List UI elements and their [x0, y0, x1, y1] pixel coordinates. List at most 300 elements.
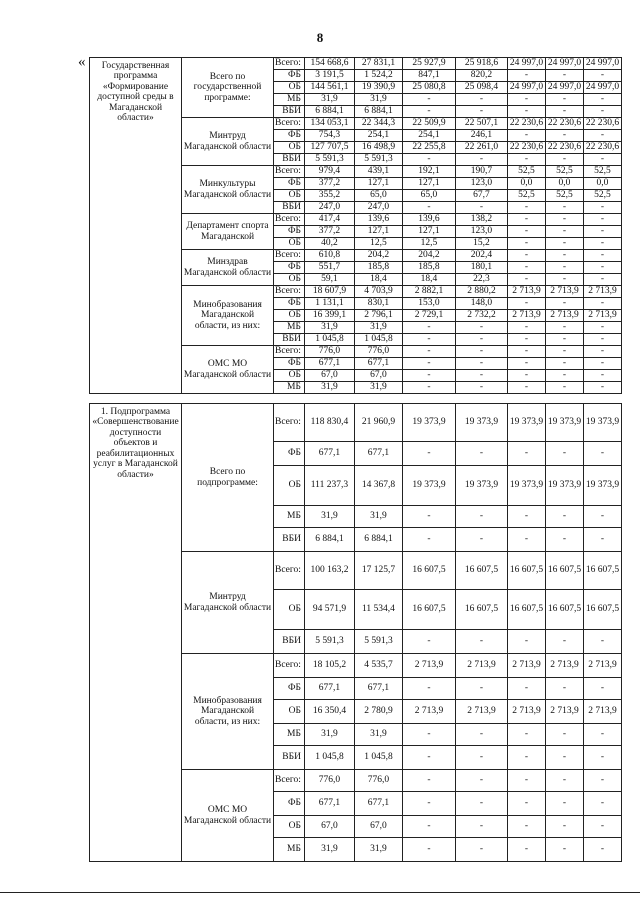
- amount-cell: -: [402, 370, 455, 382]
- amount-cell: -: [545, 298, 583, 310]
- amount-cell: 24 997,0: [583, 58, 621, 70]
- amount-cell: -: [545, 816, 583, 838]
- amount-cell: 754,3: [304, 130, 354, 142]
- amount-cell: 127 707,5: [304, 142, 354, 154]
- amount-cell: 22,3: [455, 274, 507, 286]
- amount-cell: 2 713,9: [455, 654, 507, 678]
- amount-cell: -: [402, 724, 455, 746]
- amount-cell: 830,1: [354, 298, 402, 310]
- amount-cell: 22 230,6: [583, 142, 621, 154]
- amount-cell: -: [507, 506, 545, 528]
- amount-cell: -: [455, 442, 507, 466]
- funding-source: МБ: [274, 322, 305, 334]
- amount-cell: 16 607,5: [455, 590, 507, 630]
- amount-cell: -: [507, 238, 545, 250]
- amount-cell: 1 045,8: [304, 746, 354, 770]
- amount-cell: -: [507, 262, 545, 274]
- funding-source: Всего:: [274, 118, 305, 130]
- amount-cell: -: [545, 262, 583, 274]
- executor-name: Минтруд Магаданской области: [182, 552, 274, 654]
- amount-cell: 52,5: [545, 190, 583, 202]
- amount-cell: 19 373,9: [402, 466, 455, 506]
- amount-cell: 185,8: [354, 262, 402, 274]
- amount-cell: 25 080,8: [402, 82, 455, 94]
- amount-cell: 5 591,3: [304, 630, 354, 654]
- amount-cell: 677,1: [354, 792, 402, 816]
- amount-cell: 52,5: [583, 166, 621, 178]
- amount-cell: 254,1: [402, 130, 455, 142]
- funding-source: ВБИ: [274, 202, 305, 214]
- executor-name: Минкультуры Магаданской области: [182, 166, 274, 214]
- amount-cell: 247,0: [304, 202, 354, 214]
- amount-cell: 19 373,9: [545, 466, 583, 506]
- amount-cell: -: [402, 382, 455, 394]
- amount-cell: 180,1: [455, 262, 507, 274]
- funding-source: МБ: [274, 94, 305, 106]
- amount-cell: -: [545, 382, 583, 394]
- amount-cell: 52,5: [507, 166, 545, 178]
- open-quote: «: [78, 54, 86, 70]
- amount-cell: 16 607,5: [507, 552, 545, 590]
- amount-cell: 0,0: [545, 178, 583, 190]
- amount-cell: -: [545, 770, 583, 792]
- amount-cell: 19 373,9: [455, 404, 507, 442]
- table-row: [90, 404, 622, 442]
- amount-cell: 2 713,9: [455, 700, 507, 724]
- amount-cell: -: [545, 792, 583, 816]
- amount-cell: 1 524,2: [354, 70, 402, 82]
- amount-cell: -: [545, 746, 583, 770]
- amount-cell: 2 713,9: [545, 654, 583, 678]
- amount-cell: 2 882,1: [402, 286, 455, 298]
- amount-cell: -: [583, 838, 621, 862]
- program-name: Государственная программа «Формирование доступной среды в Магаданской области»: [90, 58, 182, 394]
- amount-cell: -: [583, 816, 621, 838]
- amount-cell: 2 713,9: [507, 286, 545, 298]
- amount-cell: 18 105,2: [304, 654, 354, 678]
- amount-cell: -: [507, 724, 545, 746]
- amount-cell: 144 561,1: [304, 82, 354, 94]
- amount-cell: 22 261,0: [455, 142, 507, 154]
- amount-cell: 377,2: [304, 226, 354, 238]
- amount-cell: 6 884,1: [354, 106, 402, 118]
- amount-cell: 3 191,5: [304, 70, 354, 82]
- amount-cell: -: [507, 770, 545, 792]
- amount-cell: 204,2: [354, 250, 402, 262]
- amount-cell: 127,1: [402, 226, 455, 238]
- funding-source: Всего:: [274, 552, 305, 590]
- budget-table-subprogram: [89, 403, 622, 862]
- amount-cell: -: [455, 746, 507, 770]
- amount-cell: -: [507, 792, 545, 816]
- funding-source: ФБ: [274, 792, 305, 816]
- amount-cell: 14 367,8: [354, 466, 402, 506]
- page-number: 8: [316, 30, 324, 45]
- amount-cell: -: [545, 528, 583, 552]
- amount-cell: -: [583, 238, 621, 250]
- funding-source: Всего:: [274, 654, 305, 678]
- funding-source: ОБ: [274, 466, 305, 506]
- amount-cell: 677,1: [304, 792, 354, 816]
- amount-cell: -: [545, 70, 583, 82]
- amount-cell: 123,0: [455, 178, 507, 190]
- amount-cell: -: [583, 70, 621, 82]
- executor-name: Минобразования Магаданской области, из них:: [182, 654, 274, 770]
- amount-cell: -: [583, 106, 621, 118]
- amount-cell: 2 713,9: [583, 654, 621, 678]
- amount-cell: 2 713,9: [545, 700, 583, 724]
- funding-source: Всего:: [274, 404, 305, 442]
- funding-source: ОБ: [274, 590, 305, 630]
- amount-cell: -: [545, 214, 583, 226]
- amount-cell: 247,0: [354, 202, 402, 214]
- amount-cell: -: [507, 678, 545, 700]
- amount-cell: -: [455, 322, 507, 334]
- amount-cell: 153,0: [402, 298, 455, 310]
- amount-cell: -: [507, 346, 545, 358]
- amount-cell: -: [455, 816, 507, 838]
- amount-cell: 18,4: [402, 274, 455, 286]
- amount-cell: 67,0: [304, 370, 354, 382]
- amount-cell: -: [402, 528, 455, 552]
- funding-source: ОБ: [274, 370, 305, 382]
- funding-source: Всего:: [274, 286, 305, 298]
- amount-cell: 2 713,9: [545, 310, 583, 322]
- amount-cell: 31,9: [354, 506, 402, 528]
- funding-source: ФБ: [274, 130, 305, 142]
- funding-source: МБ: [274, 838, 305, 862]
- amount-cell: -: [402, 746, 455, 770]
- funding-source: ВБИ: [274, 528, 305, 552]
- amount-cell: 820,2: [455, 70, 507, 82]
- amount-cell: 67,0: [304, 816, 354, 838]
- amount-cell: 22 509,9: [402, 118, 455, 130]
- amount-cell: 27 831,1: [354, 58, 402, 70]
- amount-cell: 2 713,9: [545, 286, 583, 298]
- amount-cell: 52,5: [507, 190, 545, 202]
- amount-cell: -: [455, 678, 507, 700]
- amount-cell: 19 390,9: [354, 82, 402, 94]
- amount-cell: 610,8: [304, 250, 354, 262]
- amount-cell: 677,1: [304, 442, 354, 466]
- amount-cell: 31,9: [354, 838, 402, 862]
- funding-source: МБ: [274, 382, 305, 394]
- funding-source: ФБ: [274, 358, 305, 370]
- amount-cell: 25 098,4: [455, 82, 507, 94]
- amount-cell: 16 607,5: [402, 552, 455, 590]
- amount-cell: 2 732,2: [455, 310, 507, 322]
- amount-cell: 67,0: [354, 816, 402, 838]
- amount-cell: 204,2: [402, 250, 455, 262]
- table-row: [90, 58, 622, 70]
- amount-cell: 355,2: [304, 190, 354, 202]
- amount-cell: -: [455, 358, 507, 370]
- amount-cell: -: [583, 746, 621, 770]
- amount-cell: 22 255,8: [402, 142, 455, 154]
- amount-cell: -: [507, 130, 545, 142]
- amount-cell: -: [455, 792, 507, 816]
- amount-cell: 6 884,1: [304, 528, 354, 552]
- amount-cell: -: [583, 334, 621, 346]
- amount-cell: 18 607,9: [304, 286, 354, 298]
- amount-cell: 24 997,0: [545, 58, 583, 70]
- amount-cell: -: [583, 322, 621, 334]
- funding-source: ФБ: [274, 262, 305, 274]
- amount-cell: 6 884,1: [354, 528, 402, 552]
- amount-cell: 67,0: [354, 370, 402, 382]
- amount-cell: -: [507, 442, 545, 466]
- funding-source: Всего:: [274, 770, 305, 792]
- amount-cell: 677,1: [354, 442, 402, 466]
- amount-cell: -: [507, 226, 545, 238]
- amount-cell: 12,5: [354, 238, 402, 250]
- amount-cell: -: [583, 678, 621, 700]
- amount-cell: 0,0: [583, 178, 621, 190]
- amount-cell: 2 713,9: [583, 286, 621, 298]
- amount-cell: 22 230,6: [583, 118, 621, 130]
- amount-cell: 5 591,3: [304, 154, 354, 166]
- amount-cell: -: [455, 770, 507, 792]
- amount-cell: -: [583, 130, 621, 142]
- amount-cell: 1 045,8: [304, 334, 354, 346]
- amount-cell: 25 918,6: [455, 58, 507, 70]
- amount-cell: 15,2: [455, 238, 507, 250]
- amount-cell: -: [507, 630, 545, 654]
- funding-source: ФБ: [274, 442, 305, 466]
- amount-cell: 40,2: [304, 238, 354, 250]
- amount-cell: -: [402, 442, 455, 466]
- amount-cell: 21 960,9: [354, 404, 402, 442]
- amount-cell: -: [402, 346, 455, 358]
- amount-cell: 65,0: [402, 190, 455, 202]
- amount-cell: -: [507, 370, 545, 382]
- amount-cell: -: [402, 770, 455, 792]
- funding-source: ОБ: [274, 816, 305, 838]
- amount-cell: -: [455, 382, 507, 394]
- amount-cell: 677,1: [354, 678, 402, 700]
- amount-cell: -: [455, 154, 507, 166]
- amount-cell: 2 713,9: [402, 654, 455, 678]
- amount-cell: 677,1: [354, 358, 402, 370]
- amount-cell: 677,1: [304, 358, 354, 370]
- amount-cell: 52,5: [583, 190, 621, 202]
- amount-cell: -: [545, 202, 583, 214]
- amount-cell: 776,0: [304, 770, 354, 792]
- amount-cell: 19 373,9: [455, 466, 507, 506]
- amount-cell: 190,7: [455, 166, 507, 178]
- amount-cell: 19 373,9: [545, 404, 583, 442]
- funding-source: ОБ: [274, 310, 305, 322]
- funding-source: Всего:: [274, 214, 305, 226]
- executor-name: Департамент спорта Магаданской: [182, 214, 274, 250]
- amount-cell: -: [583, 506, 621, 528]
- amount-cell: 24 997,0: [507, 58, 545, 70]
- amount-cell: 16 607,5: [455, 552, 507, 590]
- amount-cell: -: [402, 334, 455, 346]
- amount-cell: 111 237,3: [304, 466, 354, 506]
- amount-cell: 59,1: [304, 274, 354, 286]
- executor-name: Минздрав Магаданской области: [182, 250, 274, 286]
- amount-cell: -: [583, 202, 621, 214]
- amount-cell: -: [402, 322, 455, 334]
- amount-cell: -: [545, 678, 583, 700]
- bottom-rule: [0, 892, 640, 893]
- amount-cell: 31,9: [304, 838, 354, 862]
- amount-cell: 31,9: [354, 94, 402, 106]
- amount-cell: 2 713,9: [583, 700, 621, 724]
- amount-cell: -: [507, 202, 545, 214]
- amount-cell: -: [583, 792, 621, 816]
- amount-cell: 417,4: [304, 214, 354, 226]
- amount-cell: -: [545, 154, 583, 166]
- funding-source: ВБИ: [274, 630, 305, 654]
- amount-cell: -: [507, 154, 545, 166]
- amount-cell: -: [507, 322, 545, 334]
- amount-cell: 31,9: [304, 382, 354, 394]
- amount-cell: 19 373,9: [583, 466, 621, 506]
- amount-cell: -: [545, 370, 583, 382]
- amount-cell: -: [402, 154, 455, 166]
- amount-cell: -: [507, 94, 545, 106]
- amount-cell: -: [545, 630, 583, 654]
- amount-cell: 19 373,9: [583, 404, 621, 442]
- amount-cell: 52,5: [545, 166, 583, 178]
- amount-cell: -: [583, 250, 621, 262]
- amount-cell: -: [402, 94, 455, 106]
- amount-cell: -: [455, 630, 507, 654]
- amount-cell: 25 927,9: [402, 58, 455, 70]
- amount-cell: -: [507, 838, 545, 862]
- amount-cell: 31,9: [354, 382, 402, 394]
- amount-cell: 134 053,1: [304, 118, 354, 130]
- amount-cell: 22 230,6: [545, 142, 583, 154]
- amount-cell: 16 607,5: [545, 552, 583, 590]
- amount-cell: 139,6: [354, 214, 402, 226]
- amount-cell: 979,4: [304, 166, 354, 178]
- amount-cell: 5 591,3: [354, 630, 402, 654]
- amount-cell: 0,0: [507, 178, 545, 190]
- funding-source: ВБИ: [274, 154, 305, 166]
- amount-cell: 22 230,6: [507, 142, 545, 154]
- executor-name: Всего по подпрограмме:: [182, 404, 274, 552]
- amount-cell: 31,9: [304, 322, 354, 334]
- executor-name: Всего по государственной программе:: [182, 58, 274, 118]
- funding-source: Всего:: [274, 166, 305, 178]
- amount-cell: -: [455, 334, 507, 346]
- amount-cell: 776,0: [304, 346, 354, 358]
- amount-cell: -: [507, 816, 545, 838]
- amount-cell: 127,1: [402, 178, 455, 190]
- funding-source: ВБИ: [274, 106, 305, 118]
- funding-source: Всего:: [274, 250, 305, 262]
- amount-cell: 18,4: [354, 274, 402, 286]
- amount-cell: 677,1: [304, 678, 354, 700]
- amount-cell: -: [402, 202, 455, 214]
- amount-cell: -: [545, 334, 583, 346]
- amount-cell: 6 884,1: [304, 106, 354, 118]
- amount-cell: -: [507, 528, 545, 552]
- amount-cell: -: [583, 346, 621, 358]
- amount-cell: -: [455, 106, 507, 118]
- amount-cell: -: [455, 724, 507, 746]
- amount-cell: 31,9: [304, 94, 354, 106]
- amount-cell: -: [583, 724, 621, 746]
- amount-cell: 31,9: [354, 322, 402, 334]
- amount-cell: 100 163,2: [304, 552, 354, 590]
- program-name: 1. Подпрограмма «Совершенствование доступности объектов и реабилитационных услуг в Магаданской области»: [90, 404, 182, 862]
- funding-source: ОБ: [274, 274, 305, 286]
- funding-source: Всего:: [274, 58, 305, 70]
- amount-cell: -: [402, 838, 455, 862]
- amount-cell: 185,8: [402, 262, 455, 274]
- amount-cell: 94 571,9: [304, 590, 354, 630]
- amount-cell: 12,5: [402, 238, 455, 250]
- amount-cell: 776,0: [354, 346, 402, 358]
- executor-name: Минтруд Магаданской области: [182, 118, 274, 166]
- funding-source: ФБ: [274, 178, 305, 190]
- amount-cell: 1 131,1: [304, 298, 354, 310]
- amount-cell: 65,0: [354, 190, 402, 202]
- executor-name: Минобразования Магаданской области, из них:: [182, 286, 274, 346]
- amount-cell: 2 796,1: [354, 310, 402, 322]
- amount-cell: 16 607,5: [507, 590, 545, 630]
- amount-cell: -: [455, 346, 507, 358]
- amount-cell: -: [402, 630, 455, 654]
- amount-cell: -: [583, 770, 621, 792]
- amount-cell: 31,9: [304, 724, 354, 746]
- amount-cell: -: [545, 442, 583, 466]
- amount-cell: -: [402, 358, 455, 370]
- amount-cell: -: [507, 334, 545, 346]
- amount-cell: -: [455, 202, 507, 214]
- amount-cell: 22 230,6: [545, 118, 583, 130]
- amount-cell: 4 703,9: [354, 286, 402, 298]
- amount-cell: 24 997,0: [583, 82, 621, 94]
- amount-cell: 439,1: [354, 166, 402, 178]
- amount-cell: -: [583, 154, 621, 166]
- amount-cell: 123,0: [455, 226, 507, 238]
- amount-cell: -: [545, 358, 583, 370]
- amount-cell: -: [402, 106, 455, 118]
- funding-source: ВБИ: [274, 746, 305, 770]
- amount-cell: 19 373,9: [507, 466, 545, 506]
- amount-cell: -: [455, 370, 507, 382]
- amount-cell: 2 713,9: [507, 700, 545, 724]
- amount-cell: 16 350,4: [304, 700, 354, 724]
- amount-cell: -: [545, 346, 583, 358]
- amount-cell: 17 125,7: [354, 552, 402, 590]
- amount-cell: 16 607,5: [545, 590, 583, 630]
- amount-cell: 16 399,1: [304, 310, 354, 322]
- amount-cell: -: [545, 106, 583, 118]
- amount-cell: 148,0: [455, 298, 507, 310]
- amount-cell: -: [545, 94, 583, 106]
- amount-cell: 22 230,6: [507, 118, 545, 130]
- funding-source: ФБ: [274, 298, 305, 310]
- amount-cell: 254,1: [354, 130, 402, 142]
- amount-cell: -: [545, 838, 583, 862]
- funding-source: МБ: [274, 724, 305, 746]
- funding-source: ОБ: [274, 700, 305, 724]
- amount-cell: 31,9: [354, 724, 402, 746]
- executor-name: ОМС МО Магаданской области: [182, 770, 274, 862]
- amount-cell: 67,7: [455, 190, 507, 202]
- amount-cell: -: [507, 70, 545, 82]
- amount-cell: 4 535,7: [354, 654, 402, 678]
- funding-source: ОБ: [274, 82, 305, 94]
- amount-cell: -: [583, 298, 621, 310]
- amount-cell: 202,4: [455, 250, 507, 262]
